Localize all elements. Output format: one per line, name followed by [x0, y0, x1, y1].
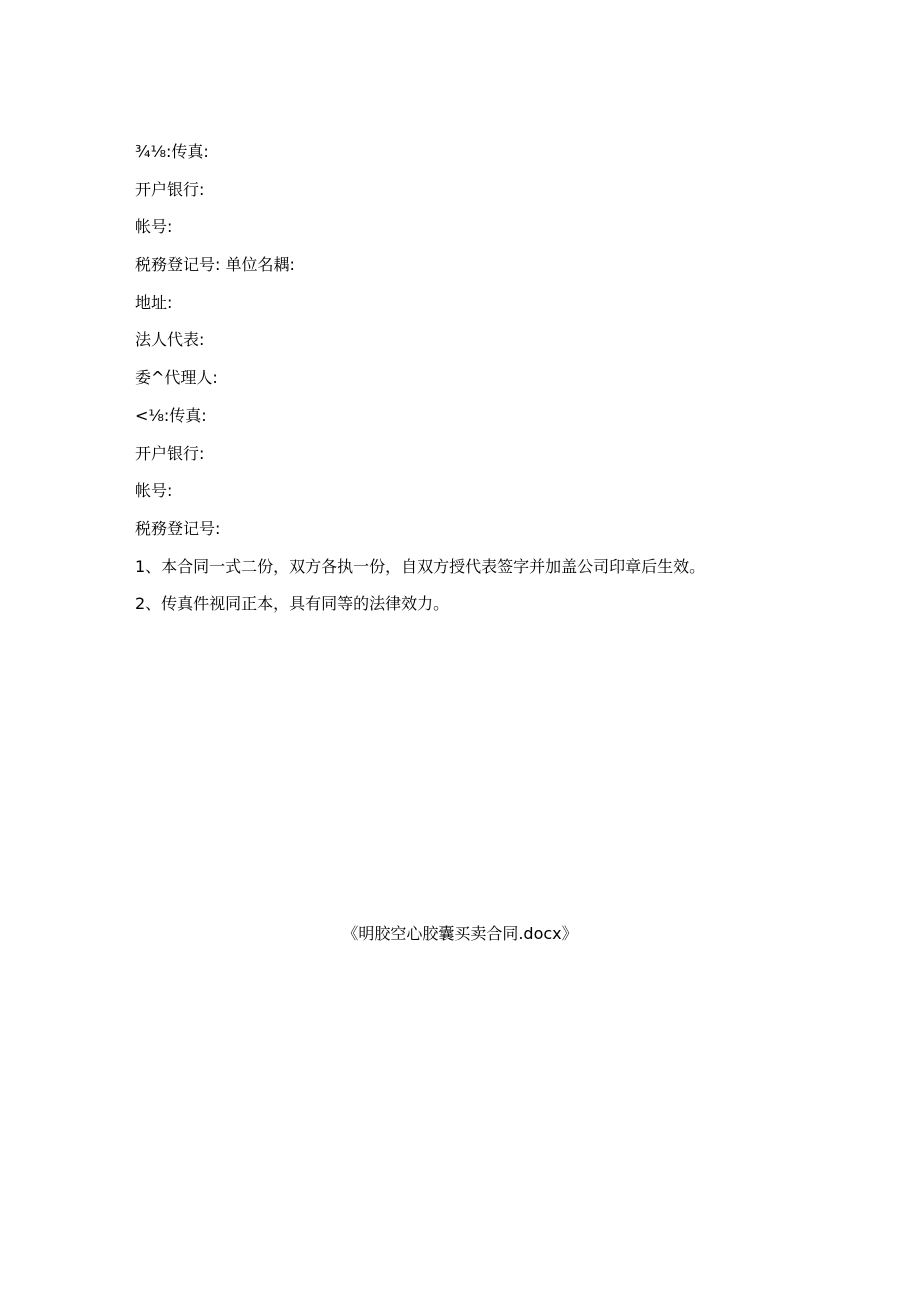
fax-line-1: ¾⅛:传真: [135, 142, 209, 161]
legal-representative-line: 法人代表: [135, 330, 205, 350]
fax-line-2: <⅛:传真: [135, 405, 207, 425]
bank-line-2: 开户银行: [135, 443, 205, 463]
contract-lines [135, 140, 855, 630]
address-line: 地址: [135, 292, 173, 312]
tax-id-unit-name-line: 税務登记号: 单位名耦: [135, 255, 295, 275]
tax-id-line-2: 税務登记号: [135, 518, 221, 538]
account-line-2: 帐号: [135, 481, 173, 501]
agent-line: 委^代理人: [135, 368, 218, 388]
document-filename: 《明胶空心胶囊买卖合同.docx》 [342, 924, 578, 943]
clause-1: 1、本合同一式二份，双方各执一份，自双方授代表签字并加盖公司印章后生效。 [135, 556, 706, 576]
bank-line-1: 开户银行: [135, 179, 205, 199]
clause-2: 2、传真件视同正本，具有同等的法律效力。 [135, 594, 450, 614]
account-line-1: 帐号: [135, 217, 173, 237]
